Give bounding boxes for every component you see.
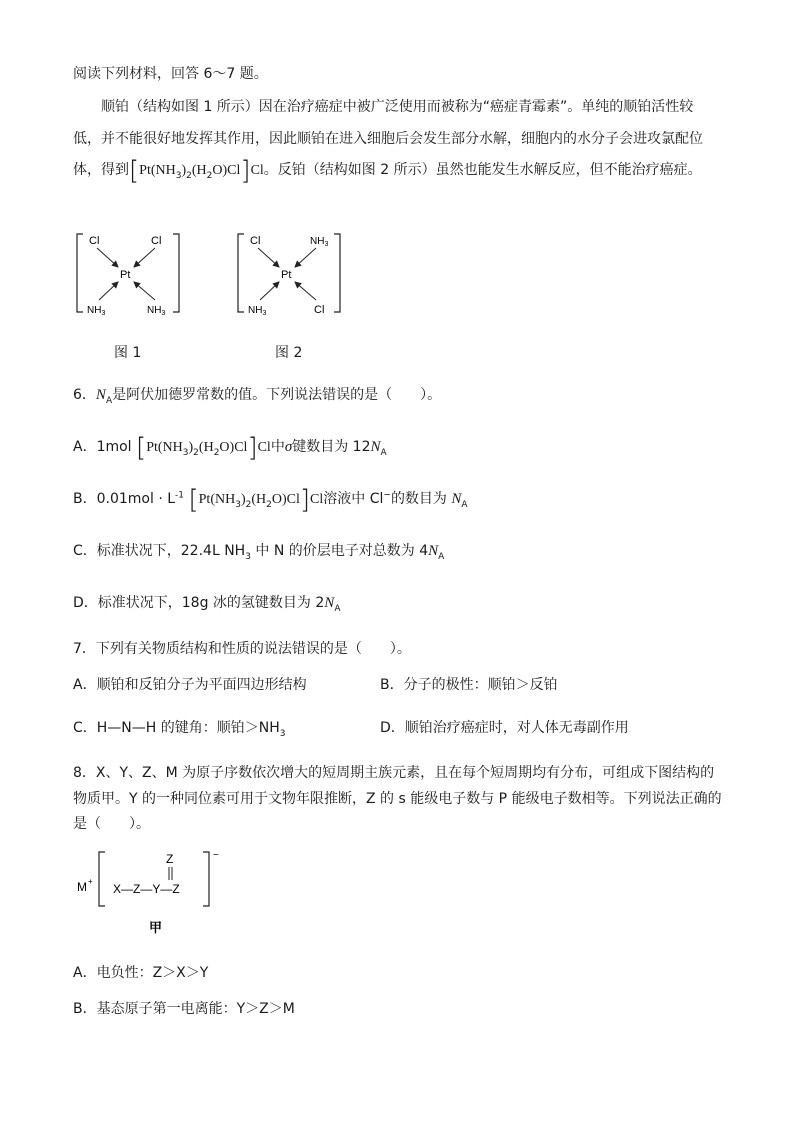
q8-option-b: B．基态原子第一电离能：Y＞Z＞M [73,1001,295,1017]
q7-option-c: C．H—N—H 的键角：顺铂$>NH_3$ [73,720,286,739]
q7-stem: 7．下列有关物质结构和性质的说法错误的是（ ）。 [73,641,411,657]
figure-2-transplatin [234,230,349,320]
atom-center: Pt [281,269,292,281]
passage-part1: 顺铂（结构如图 1 所示）因在治疗癌症中被广泛使用而被称为“癌症青霉素”。单纯的顺铂活性较低，并不能很好地发挥其作用，因此顺铂在进入细胞后会发生部分水解，细胞内的水分子会进攻氯配位体，得到 [73,99,703,178]
q8-option-a: A．电负性：Z＞X＞Y [73,965,209,981]
atom-bottom-left: $NH_3$ [248,305,267,317]
figure-1-cisplatin [73,230,188,320]
atom-top-right: $NH_3$ [310,236,329,248]
right-bracket [203,852,209,906]
complex-formula: $[Pt(NH_3)_2(H_2O)Cl]Cl$ [129,156,264,186]
q7-option-d: D．顺铂治疗癌症时，对人体无毒副作用 [380,720,629,736]
q6-option-b: B．$0.01mol \cdot L^{-1}$ $[Pt(NH_3)_2(H_2O)Cl]Cl$溶液中 Cl−的数目为 $N_A$ [73,485,468,515]
q6-option-a: A．1mol $[Pt(NH_3)_2(H_2O)Cl]Cl$中σ键数目为 $12N_A$ [73,433,387,463]
atom-top-left: Cl [89,235,100,247]
left-bracket [77,234,83,312]
passage [73,92,721,187]
q6-option-d: D．标准状况下，18g 冰的氢键数目为 $2N_A$ [73,595,341,614]
top-atom: Z [166,852,174,866]
q7-option-b: B．分子的极性：顺铂＞反铂 [380,677,558,693]
structure-jia [75,846,235,938]
right-bracket [173,234,179,312]
cation-charge: + [88,877,93,886]
figure-2-caption: 图 2 [275,345,303,361]
atom-bottom-right: $NH_3$ [147,305,166,317]
q8-stem-line-3: 是（ ）。 [73,816,150,832]
q6-option-c: C．标准状况下，22.4L $NH_3$ 中 N 的价层电子对总数为 $4N_A$ [73,543,445,562]
atom-center: Pt [120,269,131,281]
atom-bottom-left: $NH_3$ [87,305,106,317]
atom-top-right: Cl [151,235,162,247]
q8-stem-line-1: 8．X、Y、Z、M 为原子序数依次增大的短周期主族元素，且在每个短周期均有分布，可组成下图结构的 [73,765,715,781]
left-bracket [99,852,105,906]
passage-part2: 。反铂（结构如图 2 所示）虽然也能发生水解反应，但不能治疗癌症。 [263,162,702,178]
q7-option-a: A．顺铂和反铂分子为平面四边形结构 [73,677,307,693]
figure-1-caption: 图 1 [114,345,142,361]
atom-bottom-right: Cl [314,304,325,316]
atom-top-left: Cl [250,235,261,247]
q8-stem-line-2: 物质甲。Y 的一种同位素可用于文物年限推断，Z 的 s 能级电子数与 P 能级电子数相等。下列说法正确的 [73,791,722,807]
chain: X—Z—Y—Z [113,882,180,896]
q6-stem: 6．$N_A$是阿伏加德罗常数的值。下列说法错误的是（ ）。 [73,387,442,406]
cation-m: M [77,880,87,894]
caption-jia: 甲 [149,920,163,935]
anion-charge: − [213,850,219,861]
reading-instruction: 阅读下列材料，回答 6～7 题。 [73,66,268,82]
